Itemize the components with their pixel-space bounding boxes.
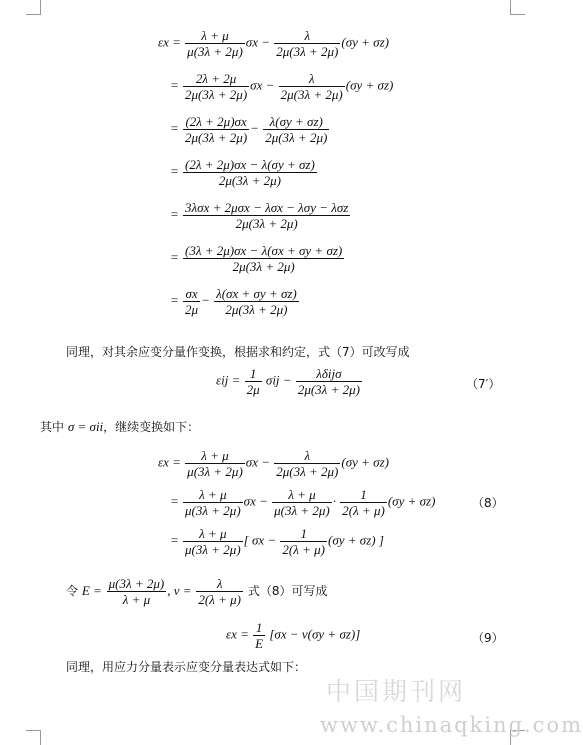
equation-7: [216, 366, 363, 397]
watermark-logo-text: 中国期刊网: [326, 677, 467, 706]
denominator: μ(3λ + 2μ): [274, 503, 330, 518]
denominator: E: [255, 636, 264, 651]
equation-term: σx −: [250, 77, 275, 93]
equation-line: [170, 526, 384, 557]
equation-lhs: =: [170, 77, 179, 93]
fraction: [183, 526, 243, 557]
corner-mark-tr: [510, 0, 525, 15]
equation-lhs: =: [170, 532, 179, 548]
numerator: λ(σx + σy + σz): [216, 286, 297, 301]
denominator: 2μ(3λ + 2μ): [185, 130, 248, 145]
fraction: [196, 576, 243, 607]
corner-mark-tl: [26, 0, 41, 15]
fraction: [272, 487, 332, 518]
fraction: [183, 243, 344, 274]
fraction: [245, 366, 262, 397]
denominator: μ(3λ + 2μ): [185, 542, 241, 557]
equation-term: (σy + σz) ]: [328, 532, 384, 548]
equation-lhs: =: [170, 493, 179, 509]
numerator: λ + μ: [183, 487, 243, 503]
equation-line: [158, 28, 389, 59]
equation-lhs: εx =: [158, 454, 181, 470]
numerator: μ(3λ + 2μ): [108, 576, 165, 591]
denominator: 2(λ + μ): [342, 503, 385, 518]
denominator: 2(λ + μ): [198, 592, 241, 607]
denominator: 2(λ + μ): [282, 542, 326, 557]
equation-number-8: （8）: [472, 496, 504, 510]
numerator: λ + μ: [185, 28, 245, 44]
denominator: 2μ(3λ + 2μ): [276, 464, 339, 479]
equation-line: [170, 71, 393, 102]
equation-term: −: [201, 292, 210, 308]
equation-9: [226, 620, 360, 651]
fraction: [253, 620, 265, 651]
denominator: μ(3λ + 2μ): [185, 503, 241, 518]
equation-line: [158, 448, 389, 479]
inline-math: , ν =: [167, 583, 192, 598]
paragraph-text: [40, 418, 199, 435]
equation-line: [170, 243, 345, 274]
eq7-term: σij −: [265, 372, 292, 388]
equation-line: [170, 487, 435, 518]
eq9-rest: [σx − ν(σy + σz)]: [269, 626, 361, 642]
text-span: 其中: [40, 420, 65, 434]
eq7-lhs: εij =: [216, 372, 241, 388]
equation-term: (σy + σz): [345, 77, 394, 93]
equation-term: (σy + σz): [341, 454, 389, 470]
inline-math: σ = σii: [67, 419, 104, 434]
fraction: [183, 71, 249, 102]
fraction: [340, 487, 387, 518]
fraction: [183, 487, 243, 518]
numerator: (3λ + 2μ)σx − λ(σx + σy + σz): [185, 243, 343, 258]
numerator: 1: [340, 487, 387, 503]
equation-lhs: =: [170, 249, 179, 265]
fraction: [274, 448, 340, 479]
numerator: λ(σy + σz): [263, 114, 329, 130]
denominator: 2μ(3λ + 2μ): [185, 87, 248, 102]
numerator: (2λ + 2μ)σx − λ(σy + σz): [185, 157, 315, 172]
equation-term: [ σx −: [243, 532, 277, 548]
numerator: σx: [183, 286, 200, 302]
equation-line: [170, 114, 330, 145]
fraction: [107, 576, 167, 607]
denominator: 2μ: [185, 302, 199, 317]
fraction: [214, 286, 299, 317]
denominator: 2μ(3λ + 2μ): [280, 87, 343, 102]
numerator: (2λ + 2μ)σx: [183, 114, 249, 130]
corner-mark-bl: [26, 730, 41, 745]
inline-math: E =: [81, 583, 102, 598]
denominator: λ + μ: [122, 592, 151, 607]
fraction: [185, 28, 245, 59]
numerator: 2λ + 2μ: [183, 71, 249, 87]
numerator: λδijσ: [296, 366, 362, 382]
paragraph-text: 同理，对其余应变分量作变换，根据求和约定，式（7）可改写成: [66, 345, 410, 359]
numerator: λ: [279, 71, 345, 87]
numerator: λ + μ: [272, 487, 332, 503]
denominator: 2μ(3λ + 2μ): [265, 130, 328, 145]
fraction: [263, 114, 329, 145]
denominator: μ(3λ + 2μ): [187, 464, 243, 479]
text-span: 式（8）可写成: [247, 584, 328, 598]
equation-line: [170, 286, 300, 317]
numerator: λ + μ: [183, 526, 243, 542]
equation-term: σx −: [243, 493, 268, 509]
equation-lhs: =: [170, 120, 179, 136]
equation-number-9: （9）: [472, 631, 504, 645]
fraction: [183, 157, 317, 188]
fraction: [280, 526, 327, 557]
numerator: λ: [274, 28, 340, 44]
denominator: 2μ(3λ + 2μ): [225, 302, 288, 317]
equation-term: (σy + σz): [387, 493, 436, 509]
fraction: [183, 200, 350, 231]
equation-lhs: =: [170, 206, 179, 222]
denominator: 2μ: [246, 382, 260, 397]
denominator: 2μ(3λ + 2μ): [297, 382, 360, 397]
equation-term: σx −: [245, 454, 271, 470]
fraction: [185, 448, 245, 479]
equation-term: ·: [332, 493, 336, 509]
numerator: 1: [245, 366, 262, 382]
equation-lhs: =: [170, 163, 179, 179]
equation-term: −: [250, 120, 259, 136]
numerator: 1: [280, 526, 327, 542]
fraction: [274, 28, 340, 59]
equation-term: (σy + σz): [341, 34, 389, 50]
numerator: λ: [274, 448, 340, 464]
eq9-lhs: εx =: [226, 626, 249, 642]
fraction: [279, 71, 345, 102]
fraction: [183, 114, 249, 145]
denominator: 2μ(3λ + 2μ): [232, 259, 295, 274]
fraction: [296, 366, 362, 397]
numerator: 1: [253, 620, 265, 636]
denominator: μ(3λ + 2μ): [187, 44, 243, 59]
denominator: 2μ(3λ + 2μ): [218, 173, 281, 188]
equation-line: [170, 200, 351, 231]
equation-line: [170, 157, 318, 188]
fraction: [183, 286, 200, 317]
equation-lhs: εx =: [158, 34, 181, 50]
numerator: 3λσx + 2μσx − λσx − λσy − λσz: [185, 200, 349, 215]
text-span: ，继续变换如下：: [103, 420, 200, 434]
denominator: 2μ(3λ + 2μ): [235, 216, 298, 231]
equation-number-7: （7′）: [466, 377, 501, 391]
numerator: λ: [196, 576, 243, 592]
watermark-url: www.chinaqking.com: [320, 713, 583, 737]
equation-lhs: =: [170, 292, 179, 308]
definition-line: [66, 576, 327, 607]
equation-term: σx −: [245, 34, 271, 50]
numerator: λ + μ: [185, 448, 245, 464]
denominator: 2μ(3λ + 2μ): [276, 44, 339, 59]
text-span: 令: [66, 584, 79, 598]
paragraph-text: 同理，用应力分量表示应变分量表达式如下：: [66, 660, 307, 674]
